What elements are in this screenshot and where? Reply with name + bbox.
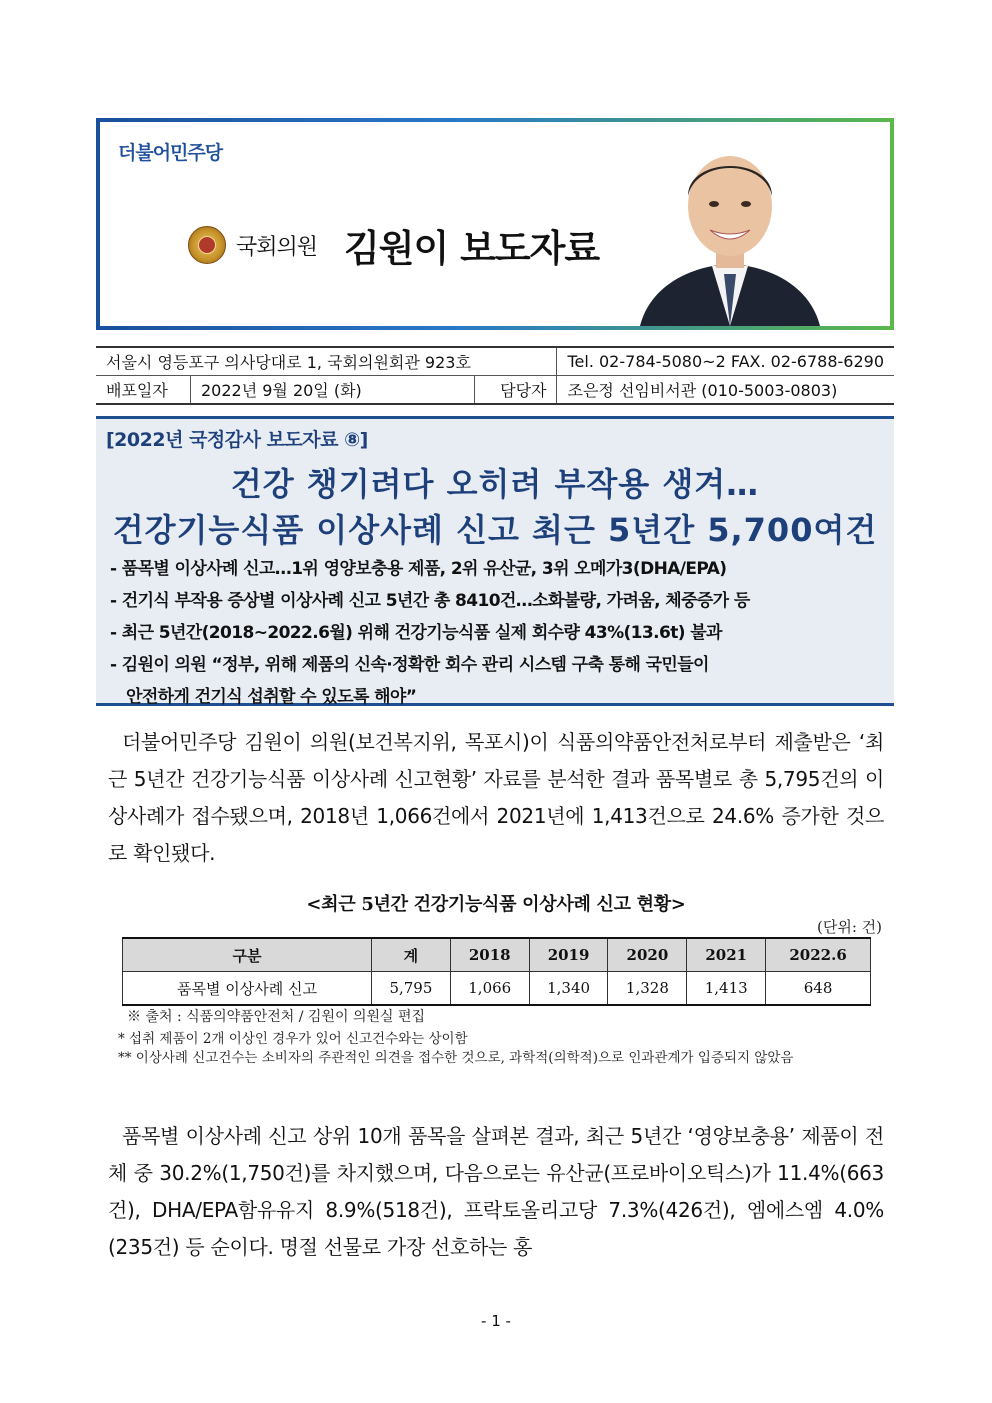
table-note: * 섭취 제품이 2개 이상인 경우가 있어 신고건수와는 상이함 — [118, 1031, 468, 1047]
party-logo: 더불어민주당 — [118, 142, 223, 164]
table-note: ** 이상사례 신고건수는 소비자의 주관적인 의견을 접수한 것으로, 과학적(의학적)으로 인과관계가 입증되지 않았음 — [118, 1050, 794, 1066]
report-table — [122, 937, 871, 1006]
table-source: ※ 출처 : 식품의약품안전처 / 김원이 의원실 편집 — [127, 1009, 426, 1025]
table-notes — [118, 1030, 888, 1068]
summary-bullet: - 품목별 이상사례 신고…1위 영양보충용 제품, 2위 유산균, 3위 오메가3(DHA/EPA) — [110, 559, 727, 579]
table-cell: 1,413 — [687, 972, 766, 1006]
table-cell: 1,328 — [608, 972, 687, 1006]
table-header: 구분 — [123, 938, 372, 972]
date-value: 2022년 9월 20일 (화) — [190, 376, 474, 405]
table-cell: 품목별 이상사례 신고 — [123, 972, 372, 1006]
page-number: - 1 - — [481, 1312, 511, 1330]
press-banner — [96, 118, 894, 330]
summary-bullet: - 최근 5년간(2018~2022.6월) 위해 건강기능식품 실제 회수량 43%(13.6t) 불과 — [110, 623, 722, 643]
contact-info-table — [96, 346, 894, 405]
body-paragraph-1: 더불어민주당 김원이 의원(보건복지위, 목포시)이 식품의약품안전처로부터 제출받은 ‘최근 5년간 건강기능식품 이상사례 신고현황’ 자료를 분석한 결과 품목별로 총 5,795건의 이상사례가 접수됐으며, 2018년 1,066건에서 2021년에 1,413건으로 24.6% 증가한 것으로 확인됐다. — [108, 730, 884, 865]
table-title: <최근 5년간 건강기능식품 이상사례 신고 현황> — [306, 894, 686, 915]
table-cell: 648 — [766, 972, 871, 1006]
member-photo — [620, 126, 840, 326]
table-header: 계 — [372, 938, 451, 972]
kicker: [2022년 국정감사 보도자료 ⑧] — [106, 429, 368, 451]
summary-bullet: - 건기식 부작용 증상별 이상사례 신고 5년간 총 8410건…소화불량, 가려움, 체중증가 등 — [110, 591, 750, 611]
body-paragraph-2: 품목별 이상사례 신고 상위 10개 품목을 살펴본 결과, 최근 5년간 ‘영양보충용’ 제품이 전체 중 30.2%(1,750건)를 차지했으며, 다음으로는 유산균(프로바이오틱스)가 11.4%(663건), DHA/EPA함유유지 8.9%(518건), 프락토올리고당 7.3%(426건), 엠에스엠 4.0%(235건) 등 순이다. 명절 선물로 가장 선호하는 홍 — [108, 1124, 884, 1259]
date-label: 배포일자 — [96, 376, 190, 405]
table-header: 2021 — [687, 938, 766, 972]
table-row — [123, 972, 871, 1006]
table-header: 2020 — [608, 938, 687, 972]
address: 서울시 영등포구 의사당대로 1, 국회의원회관 923호 — [96, 347, 557, 376]
contact-numbers: Tel. 02-784-5080~2 FAX. 02-6788-6290 — [557, 347, 894, 376]
table-header: 2022.6 — [766, 938, 871, 972]
table-header: 2019 — [529, 938, 608, 972]
staff-value: 조은정 선임비서관 (010-5003-0803) — [557, 376, 894, 405]
summary-bullets — [110, 553, 890, 713]
table-cell: 1,066 — [450, 972, 529, 1006]
table-cell: 5,795 — [372, 972, 451, 1006]
table-cell: 1,340 — [529, 972, 608, 1006]
table-header-row — [123, 938, 871, 972]
summary-bullet-continuation: 안전하게 건기식 섭취할 수 있도록 해야” — [126, 687, 417, 707]
table-header: 2018 — [450, 938, 529, 972]
banner-title: 김원이 보도자료 — [344, 227, 600, 270]
member-label: 국회의원 — [236, 235, 318, 260]
headline-box — [96, 416, 894, 706]
headline-title-1: 건강 챙기려다 오히려 부작용 생겨… — [230, 465, 760, 503]
national-assembly-seal-icon — [188, 226, 226, 264]
table-unit: (단위: 건) — [817, 918, 882, 936]
summary-bullet: - 김원이 의원 “정부, 위해 제품의 신속·정확한 회수 관리 시스템 구축 통해 국민들이 — [110, 655, 709, 675]
headline-title-2: 건강기능식품 이상사례 신고 최근 5년간 5,700여건 — [112, 511, 878, 549]
staff-label: 담당자 — [474, 376, 557, 405]
